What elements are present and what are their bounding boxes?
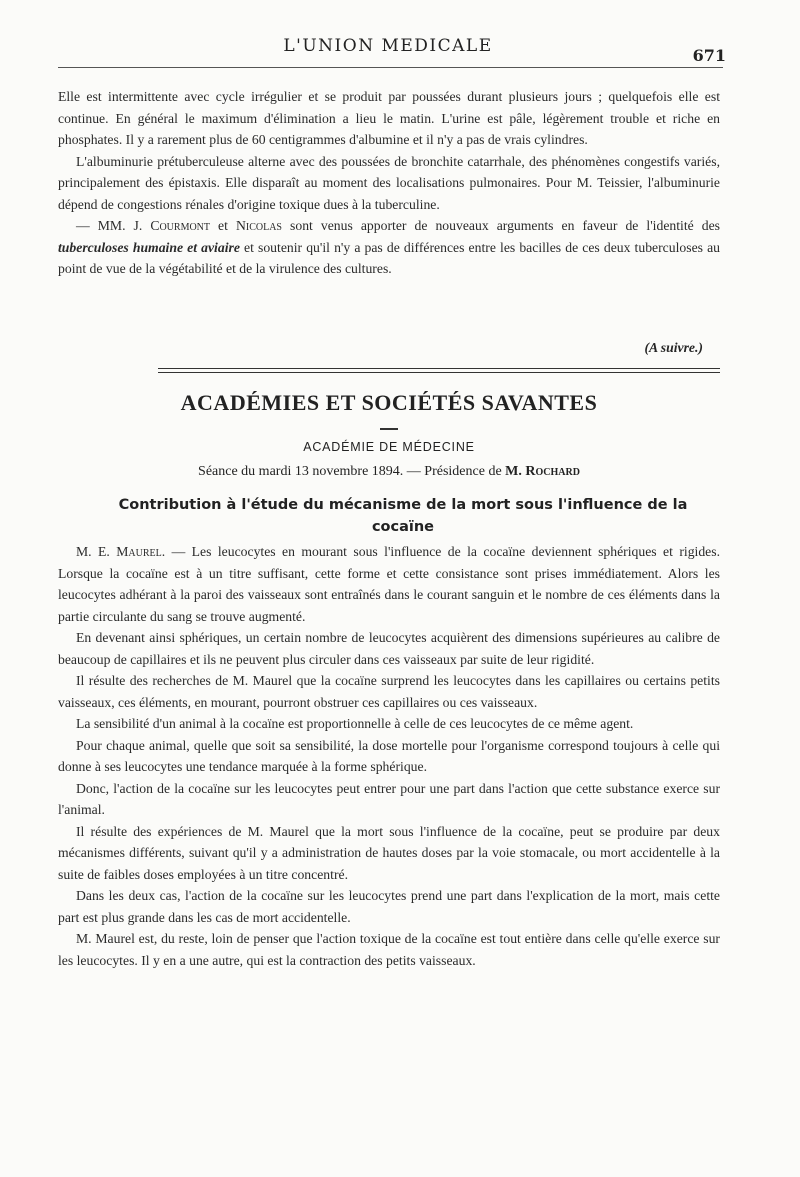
author-name: Courmont	[150, 218, 211, 233]
session-line	[58, 464, 720, 480]
section-title: ACADÉMIES ET SOCIÉTÉS SAVANTES	[180, 390, 598, 415]
text-run: M. E.	[76, 544, 117, 559]
article-body	[58, 541, 720, 971]
president-prefix: M.	[505, 464, 526, 479]
article-title: Contribution à l'étude du mécanisme de la mort sous l'influence de la cocaïne	[118, 497, 688, 535]
courmont-paragraph	[58, 215, 720, 280]
paragraph: Il résulte des recherches de M. Maurel que la cocaïne surprend les leucocytes dans les capillaires ou certains petits vaisseaux, ces éléments, en mourant, pourront obstruer ces capillaires ou ces vaisseaux.	[58, 673, 720, 710]
paragraph: L'albuminurie prétuberculeuse alterne avec des poussées de bronchite catarrhale, des phénomènes congestifs variés, principalement des épistaxis. Elle disparaît au moment des localisations pulmonaires. Pour M. Teissier, l'albuminurie dépend de congestions rénales d'origine toxique dues à la tuberculine.	[58, 153, 720, 212]
author-name: Maurel	[116, 544, 162, 559]
paragraph	[58, 541, 720, 627]
running-title: L'UNION MEDICALE	[283, 36, 493, 56]
page-number: 671	[692, 46, 726, 65]
paragraph: Elle est intermittente avec cycle irrégulier et se produit par poussées durant plusieurs jours ; quelquefois elle est continue. En général le maximum d'élimination a lieu le matin. L'urine est pâle, légèrement trouble et riche en phosphates. Il y a rarement plus de 60 centigrammes d'albumine et il n'y a pas de vrais cylindres.	[58, 89, 720, 147]
top-text-block	[58, 86, 720, 280]
header-rule	[58, 67, 723, 68]
author-name: Nicolas	[235, 218, 282, 233]
to-be-continued: (A suivre.)	[644, 340, 703, 355]
paragraph: En devenant ainsi sphériques, un certain nombre de leucocytes acquièrent des dimensions supérieures au calibre de beaucoup de capillaires et ils ne peuvent plus circuler dans ces vaisseaux par suite de leur rigidité.	[58, 630, 720, 667]
paragraph: Dans les deux cas, l'action de la cocaïne sur les leucocytes prend une part dans l'explication de la mort, mais cette part est plus grande dans les cas de mort accidentelle.	[58, 888, 720, 925]
president-name: Rochard	[525, 464, 580, 479]
paragraph: Il résulte des expériences de M. Maurel que la mort sous l'influence de la cocaïne, peut se produire par deux mécanismes différents, suivant qu'il y a administration de hautes doses par la voie stomacale, ou mort accidentelle à la suite de faibles doses employées à un titre concentré.	[58, 823, 720, 882]
session-text: Séance du mardi 13 novembre 1894. — Présidence de	[198, 464, 506, 479]
text-run: sont venus apporter de nouveaux arguments en faveur de l'identité des	[281, 218, 721, 233]
section-divider	[158, 368, 720, 373]
academy-heading: ACADÉMIE DE MÉDECINE	[303, 440, 475, 454]
paragraph: M. Maurel est, du reste, loin de penser que l'action toxique de la cocaïne est tout entière dans celle qu'elle exerce sur les leucocytes. Il y en a une autre, qui est la contraction des petits vaisseaux.	[58, 931, 720, 968]
paragraph: Donc, l'action de la cocaïne sur les leucocytes peut entrer pour une part dans l'action que cette substance exerce sur l'animal.	[58, 780, 720, 817]
paragraph: La sensibilité d'un animal à la cocaïne est proportionnelle à celle de ces leucocytes de ce même agent.	[76, 716, 634, 731]
paragraph: Pour chaque animal, quelle que soit sa sensibilité, la dose mortelle pour l'organisme correspond toujours à celle qui donne à ses leucocytes une tendance marquée à la forme sphérique.	[58, 737, 720, 774]
emphasis: tuberculoses humaine et aviaire	[58, 239, 240, 255]
text-run: et soutenir qu'il n'y a pas de différences entre les bacilles de ces deux tuberculoses au point de vue de la végétabilité et de la virulence des cultures.	[58, 239, 721, 276]
running-head	[58, 30, 726, 65]
text-run: — MM. J.	[76, 218, 151, 233]
text-run: . — Les leucocytes en mourant sous l'influence de la cocaïne deviennent sphériques et rigides. Lorsque la cocaïne est à un titre suffisant, cette forme et cette consistance sont prises immédiatement. Alors les leucocytes adhérant à la paroi des vaisseaux sont entraînés dans le courant sanguin et le nombre de ces éléments dans la partie circulante du sang se trouve augmenté.	[58, 544, 721, 624]
text-run: et	[210, 218, 236, 233]
short-divider	[380, 428, 398, 430]
